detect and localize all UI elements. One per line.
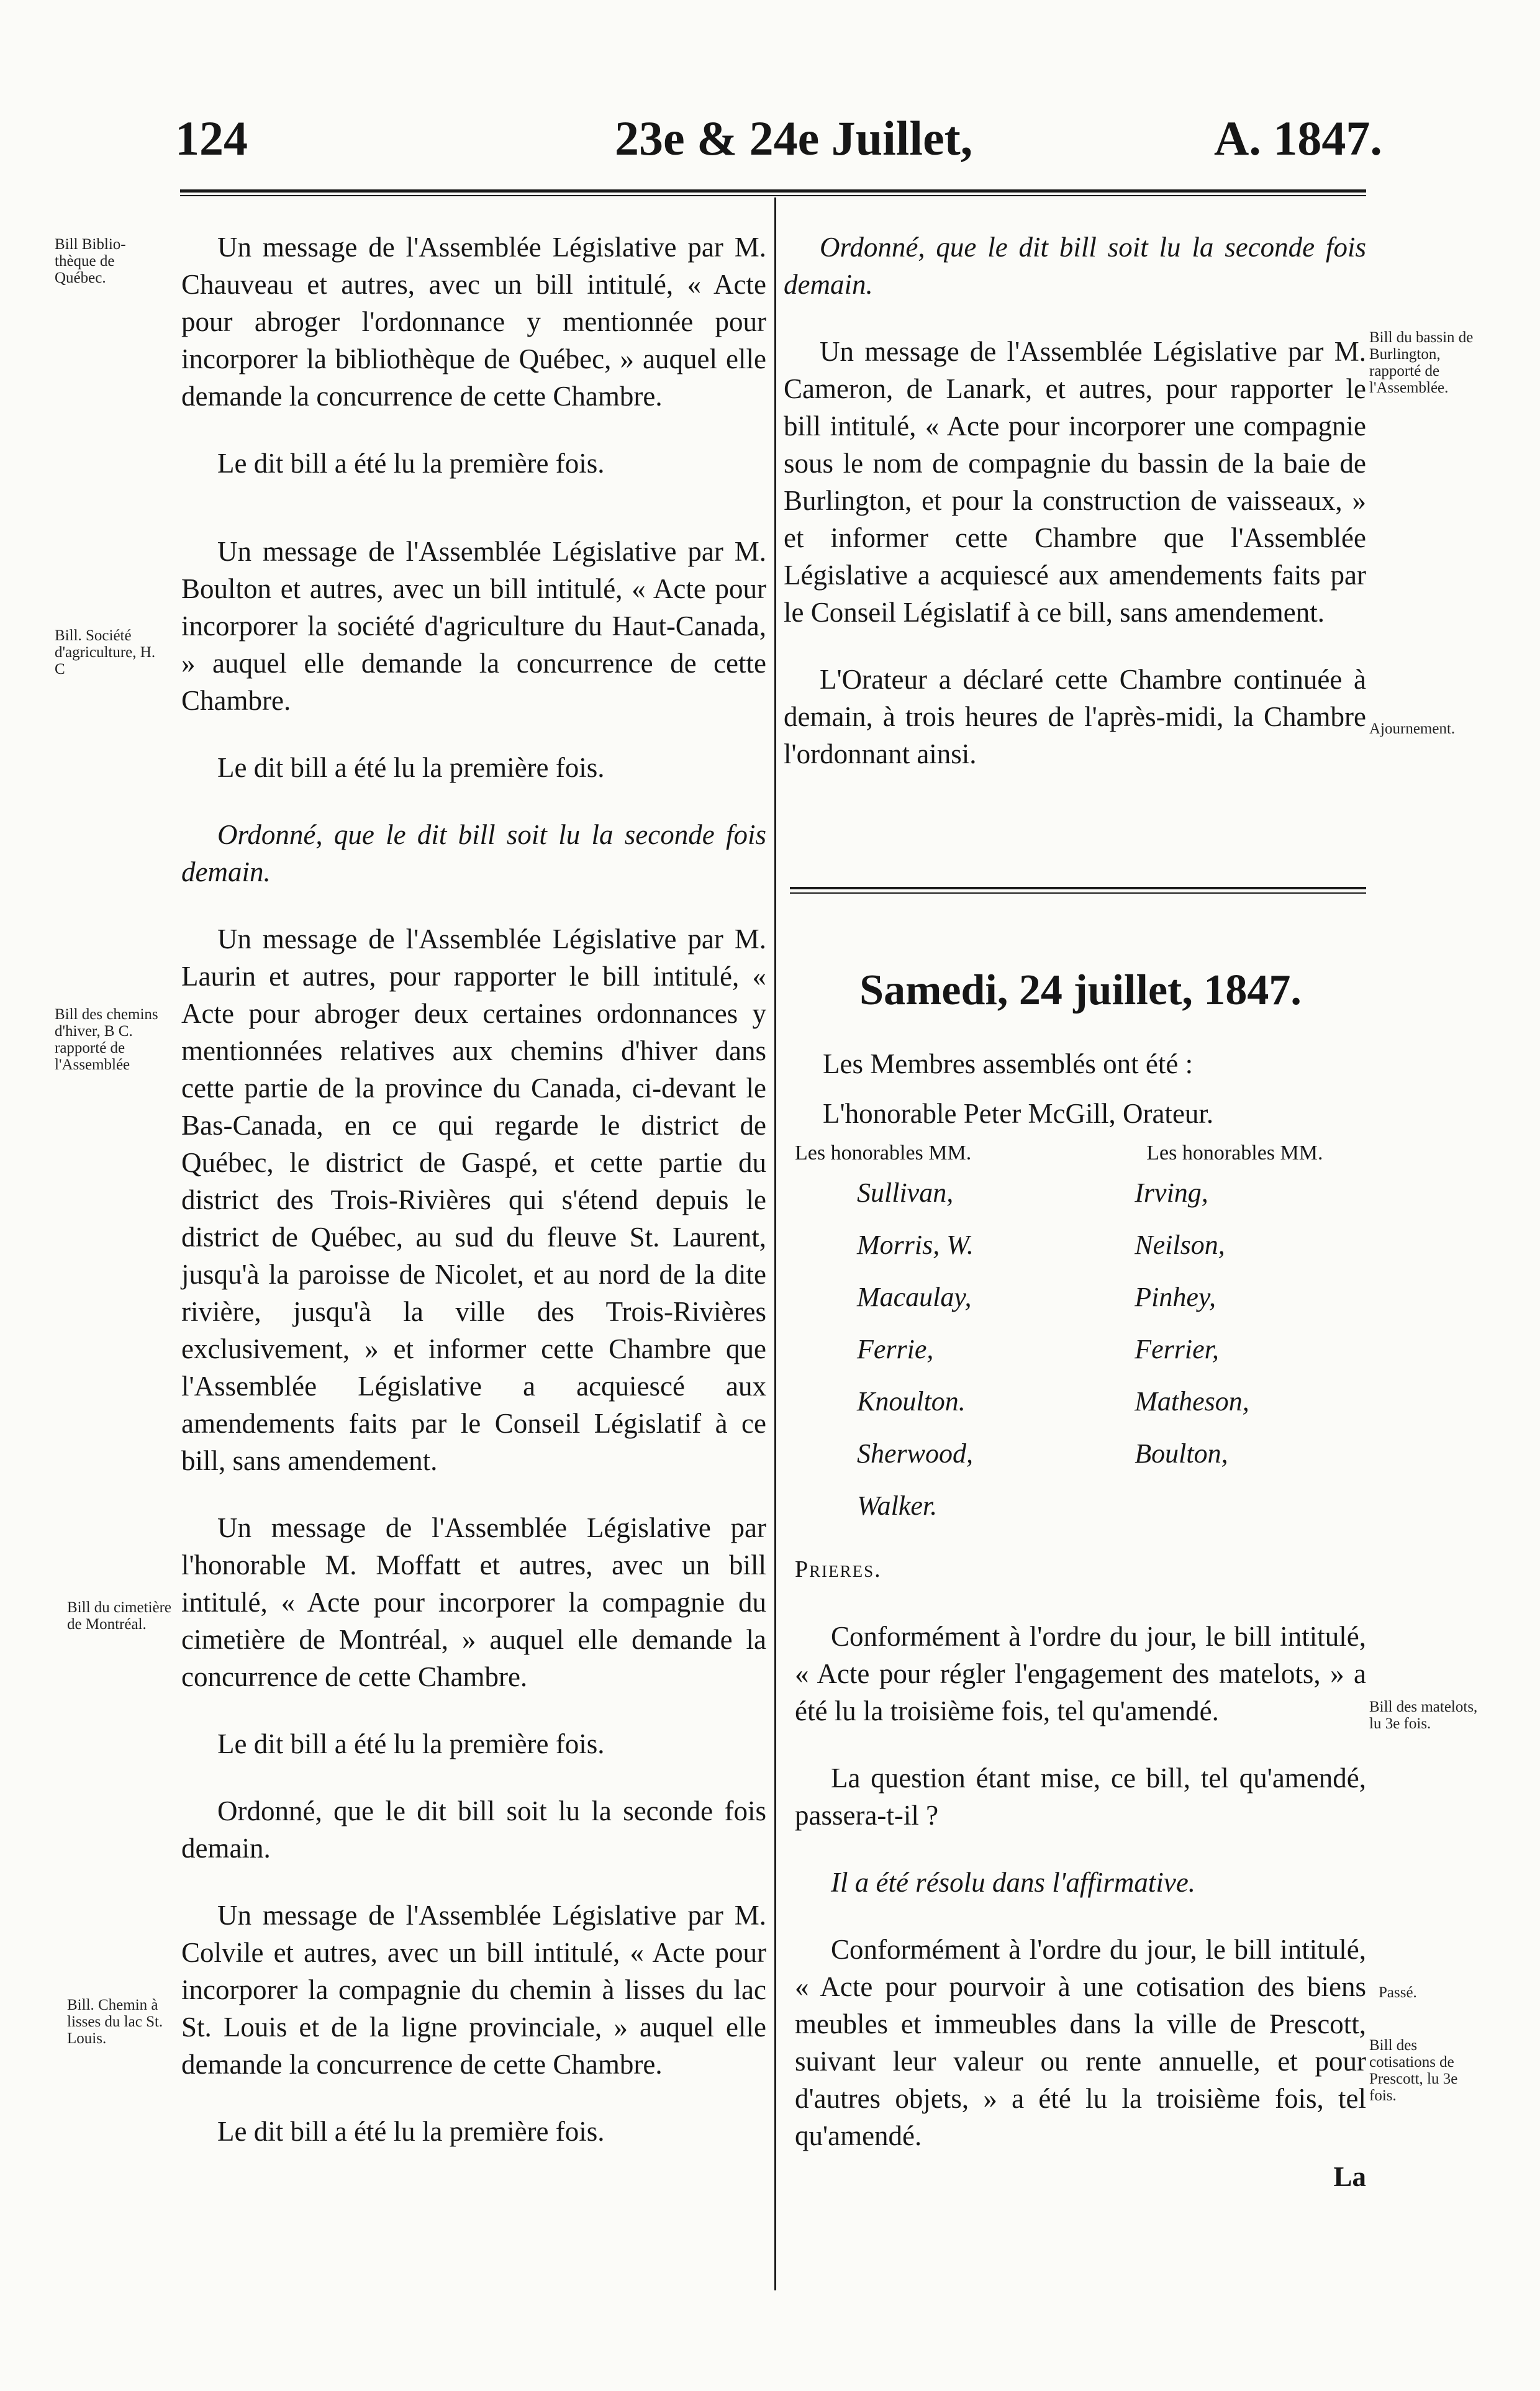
members-intro: Les Membres assemblés ont été : (823, 1048, 1194, 1079)
paragraph: Le dit bill a été lu la première fois. (217, 752, 605, 783)
paragraph: Conformément à l'ordre du jour, le bill intitulé, « Acte pour pourvoir à une cotisation des biens meubles et immeubles dans la ville de Prescott, suivant leur valeur ou rente annuelle, et pour d'autres objets, » a été lu la troisième fois, tel qu'amendé. (795, 1934, 1366, 2151)
member-name: Irving, (1135, 1177, 1208, 1208)
paragraph: Le dit bill a été lu la première fois. (217, 1728, 605, 1759)
paragraph: Un message de l'Assemblée Législative par M. Chauveau et autres, avec un bill intitulé, « Acte pour abroger l'ordonnance y mentionnée pour incorporer la bibliothèque de Québec, » auquel elle demande la concurrence de cette Chambre. (181, 232, 766, 412)
margin-note-matelots: Bill des matelots, lu 3e fois. (1369, 1699, 1478, 1732)
paragraph: Un message de l'Assemblée Législative par M. Cameron, de Lanark, et autres, pour rapporter le bill intitulé, « Acte pour incorporer une compagnie sous le nom de compagnie du bassin de la baie de Burlington, et pour la construction de vaisseaux, » et informer cette Chambre que l'Assemblée Législative a acquiescé aux amendements faits par le Conseil Législatif à ce bill, sans amendement. (784, 336, 1366, 628)
right-column-session (795, 966, 1366, 2195)
paragraph: L'Orateur a déclaré cette Chambre continuée à demain, à trois heures de l'après-midi, la Chambre l'ordonnant ainsi. (784, 664, 1366, 769)
paragraph: Conformément à l'ordre du jour, le bill intitulé, « Acte pour régler l'engagement des matelots, » a été lu la troisième fois, tel qu'amendé. (795, 1621, 1366, 1726)
section-rule-thin (790, 892, 1366, 894)
paragraph: Le dit bill a été lu la première fois. (217, 2116, 605, 2147)
paragraph: Ordonné, que le dit bill soit lu la seconde fois demain. (181, 1795, 766, 1864)
members-list-left (857, 1167, 1135, 1532)
member-name: Sherwood, (857, 1438, 973, 1469)
header-rule-thin (180, 195, 1366, 196)
margin-note-cimetiere: Bill du cimetière de Montréal. (67, 1599, 172, 1633)
member-name: Ferrie, (857, 1334, 934, 1364)
paragraph: Un message de l'Assemblée Législative par M. Boulton et autres, avec un bill intitulé, « Acte pour incorporer la société d'agriculture du Haut-Canada, » auquel elle demande la concurrence de cette Chambre. (181, 536, 766, 716)
margin-note-chemin-lisses: Bill. Chemin à lisses du lac St. Louis. (67, 1997, 163, 2047)
paragraph: Ordonné, que le dit bill soit lu la seconde fois demain. (181, 819, 766, 887)
member-name: Pinhey, (1135, 1282, 1216, 1312)
paragraph: Il a été résolu dans l'affirmative. (831, 1867, 1196, 1898)
page-number: 124 (175, 111, 248, 165)
page-title: 23e & 24e Juillet, (615, 111, 973, 165)
prieres-heading: Prieres. (795, 1556, 882, 1582)
margin-note-burlington: Bill du bassin de Burlington, rapporté de l'Assemblée. (1369, 329, 1474, 396)
members-list (795, 1167, 1366, 1532)
session-heading: Samedi, 24 juillet, 1847. (859, 966, 1302, 1014)
member-name: Ferrier, (1135, 1334, 1219, 1364)
paragraph: Un message de l'Assemblée Législative par l'honorable M. Moffatt et autres, avec un bill intitulé, « Acte pour incorporer la compagnie du cimetière de Montréal, » auquel elle demande la concurrence de cette Chambre. (181, 1512, 766, 1692)
margin-note-chemins-hiver: Bill des chemins d'hiver, B C. rapporté de l'Assemblée (55, 1006, 158, 1073)
member-name: Boulton, (1135, 1438, 1228, 1469)
members-headers (795, 1140, 1366, 1167)
member-name: Neilson, (1135, 1230, 1225, 1260)
member-name: Walker. (857, 1490, 938, 1521)
page-year: A. 1847. (1214, 111, 1382, 165)
members-list-right (1135, 1167, 1366, 1532)
member-name: Sullivan, (857, 1177, 954, 1208)
paragraph: Un message de l'Assemblée Législative par M. Laurin et autres, pour rapporter le bill intitulé, « Acte pour abroger deux certaines ordonnances y mentionnées relatives aux chemins d'hiver dans cette partie de la province du Canada, ci-devant le Bas-Canada, en ce qui regarde le district de Québec, le district de Gaspé, et cette partie du district des Trois-Rivières qui s'étend depuis le district de Québec, au sud du fleuve St. Laurent, jusqu'à la paroisse de Nicolet, et au nord de la dite rivière, jusqu'à la ville des Trois-Rivières exclusivement, » et informer cette Chambre que l'Assemblée Législative a acquiescé aux amendements faits par le Conseil Législatif à ce bill, sans amendement. (181, 923, 766, 1476)
header-rule (180, 189, 1366, 193)
margin-note-passe: Passé. (1379, 1984, 1417, 2001)
paragraph: Un message de l'Assemblée Législative par M. Colvile et autres, avec un bill intitulé, « Acte pour incorporer la compagnie du chemin à lisses du lac St. Louis et de la ligne provinciale, » auquel elle demande la concurrence de cette Chambre. (181, 1900, 766, 2080)
member-name: Macaulay, (857, 1282, 972, 1312)
left-column (181, 229, 766, 2150)
margin-note-agriculture: Bill. Société d'agriculture, H. C (55, 627, 156, 678)
paragraph: Le dit bill a été lu la première fois. (217, 448, 605, 479)
catchword: La (1333, 2161, 1366, 2192)
speaker-line: L'honorable Peter McGill, Orateur. (823, 1098, 1214, 1129)
margin-note-bibliotheque: Bill Biblio-thèque de Québec. (55, 236, 126, 286)
paragraph: La question étant mise, ce bill, tel qu'amendé, passera-t-il ? (795, 1763, 1366, 1831)
member-name: Knoulton. (857, 1386, 966, 1417)
members-header-left: Les honorables MM. (795, 1141, 972, 1164)
member-name: Matheson, (1135, 1386, 1249, 1417)
member-name: Morris, W. (857, 1230, 974, 1260)
column-divider (774, 197, 776, 2290)
margin-note-prescott: Bill des cotisations de Prescott, lu 3e fois. (1369, 2037, 1458, 2104)
section-rule (790, 887, 1366, 889)
right-column-top (784, 229, 1366, 773)
members-header-right: Les honorables MM. (1146, 1141, 1323, 1164)
margin-note-ajournement: Ajournement. (1369, 720, 1456, 737)
paragraph: Ordonné, que le dit bill soit lu la seconde fois demain. (784, 232, 1366, 300)
